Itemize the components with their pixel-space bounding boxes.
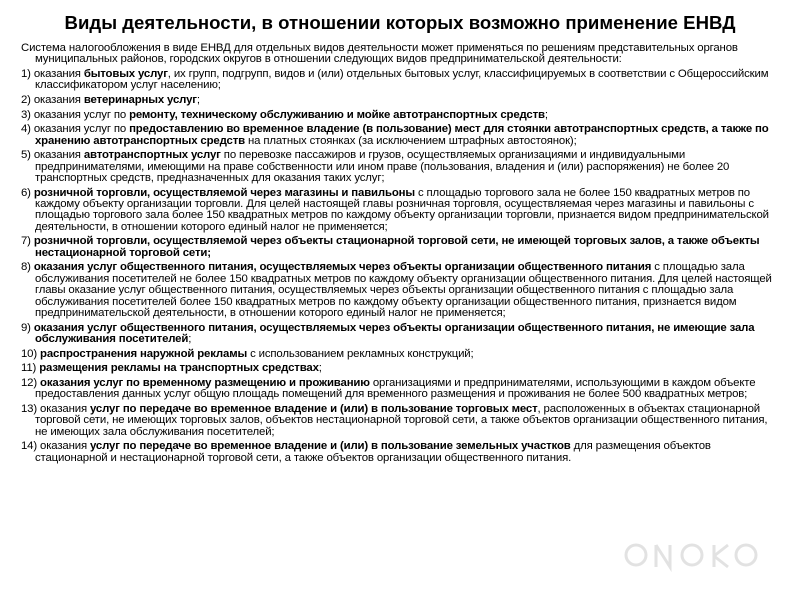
plain-text: 7)	[21, 235, 34, 248]
list-item-2	[21, 95, 781, 106]
emphasis-text: услуг по передаче во временное владение и (или) в пользование торговых мест	[90, 402, 538, 415]
plain-text: , расположенных в объектах стационарной торговой сети, не имеющих торговых залов, объектов нестационарной торговой сети, а также объектов организации общественного питания, не имеющих зала обслуживания посетителей;	[35, 402, 768, 438]
emphasis-text: оказания услуг общественного питания, осуществляемых через объекты организации общественного питания, не имеющие зала обслуживания посетителей	[33, 321, 755, 346]
emphasis-text: размещения рекламы на транспортных средствах	[39, 362, 319, 375]
plain-text: организациями и предпринимателями, использующими в каждом объекте предоставления данных услуг общую площадь помещений для временного размещения и проживания не более 500 квадратных метров;	[35, 376, 756, 401]
list-item-4	[21, 124, 781, 147]
plain-text: 14) оказания	[21, 440, 90, 453]
plain-text: 10)	[21, 347, 41, 360]
plain-text: 12)	[21, 376, 41, 389]
plain-text: с площадью торгового зала не более 150 квадратных метров по каждому объекту организации торговли. Для целей настоящей главы розничная торговля, осуществляемая через магазины и павильоны с площадью торгового зала более 150 квадратных метров по каждому объекту организации торговли, признается видом предпринимательской деятельности, в отношении которого единый налог не применяется;	[35, 186, 769, 233]
plain-text: 3) оказания услуг по	[21, 108, 130, 121]
plain-text: 13) оказания	[21, 402, 90, 415]
list-item-9	[21, 323, 781, 346]
emphasis-text: розничной торговли, осуществляемой через объекты стационарной торговой сети, не имеющей торговых залов, а также объекты нестационарной торговой сети;	[33, 235, 760, 259]
list-item-3	[21, 110, 781, 121]
plain-text: ;	[544, 108, 548, 121]
plain-text: по перевозке пассажиров и грузов, осуществляемых организациями и индивидуальными предпринимателями, имеющими на праве собственности или ином праве (пользования, владения и (или) распоряжения) не более 20 транспортных средств, предназначенных для оказания таких услуг;	[35, 149, 730, 184]
list-item-11	[21, 363, 781, 374]
emphasis-text: оказания услуг по временному размещению и проживанию	[40, 376, 370, 389]
plain-text: для размещения объектов стационарной и нестационарной торговой сети, а также объектов организации общественного питания.	[35, 440, 711, 464]
watermark-logo	[596, 533, 776, 583]
page-title: Виды деятельности, в отношении которых возможно применение ЕНВД	[64, 12, 736, 33]
list-item-6	[21, 188, 781, 234]
emphasis-text: бытовых услуг	[83, 68, 168, 80]
emphasis-text: автотранспортных услуг	[83, 149, 221, 162]
plain-text: ;	[188, 333, 192, 346]
list-item-5	[21, 150, 781, 184]
plain-text: с использованием рекламных конструкций;	[247, 347, 474, 360]
plain-text: 5) оказания	[21, 149, 84, 162]
plain-text: 9)	[21, 321, 34, 334]
list-item-8	[21, 262, 781, 319]
plain-text: Система налогообложения в виде ЕНВД для отдельных видов деятельности может применяться по решениям представительных органов муниципальных районов, городских округов в отношении следующих видов предпринимательской деятельности:	[21, 42, 738, 66]
emphasis-text: распространения наружной рекламы	[40, 347, 248, 360]
plain-text: с площадью зала обслуживания посетителей не более 150 квадратных метров по каждому объекту организации общественного питания. Для целей настоящей главы оказание услуг общественного питания, осуществляемых через объекты организации общественного питания с площадью зала обслуживания посетителей более 150 квадратных метров по каждому объекту организации общественного питания, признается видом предпринимательской деятельности, в отношении которого единый налог не применяется;	[35, 261, 772, 320]
list-item-1	[21, 69, 781, 92]
emphasis-text: ремонту, техническому обслуживанию и мойке автотранспортных средств	[129, 108, 545, 121]
plain-text: на платных стоянках (за исключением штрафных автостоянок);	[245, 134, 577, 147]
plain-text: 6)	[21, 186, 34, 199]
emphasis-text: розничной торговли, осуществляемой через магазины и павильоны	[33, 186, 415, 199]
intro-paragraph	[21, 43, 781, 66]
emphasis-text: предоставлению во временное владение (в пользование) мест для стоянки автотранспортных средств, а также по хранению автотранспортных средств	[35, 123, 769, 147]
plain-text: 1) оказания	[21, 68, 84, 80]
plain-text: 11)	[21, 362, 40, 375]
plain-text: 8)	[21, 261, 34, 274]
plain-text: ;	[196, 94, 200, 106]
list-item-7	[21, 236, 781, 259]
plain-text: 2) оказания	[21, 94, 84, 106]
emphasis-text: ветеринарных услуг	[83, 94, 197, 106]
list-item-12	[21, 378, 781, 401]
list-item-13	[21, 404, 781, 438]
body-text	[21, 43, 781, 467]
emphasis-text: оказания услуг общественного питания, осуществляемых через объекты организации общественного питания	[33, 261, 652, 274]
list-item-14	[21, 441, 781, 464]
plain-text: , их групп, подгрупп, видов и (или) отдельных бытовых услуг, классифицируемых в соответствии с Общероссийским классификатором услуг населению;	[35, 68, 769, 92]
plain-text: 4) оказания услуг по	[21, 123, 130, 136]
emphasis-text: услуг по передаче во временное владение и (или) в пользование земельных участков	[90, 440, 571, 453]
list-item-10	[21, 349, 781, 360]
plain-text: ;	[318, 362, 322, 375]
